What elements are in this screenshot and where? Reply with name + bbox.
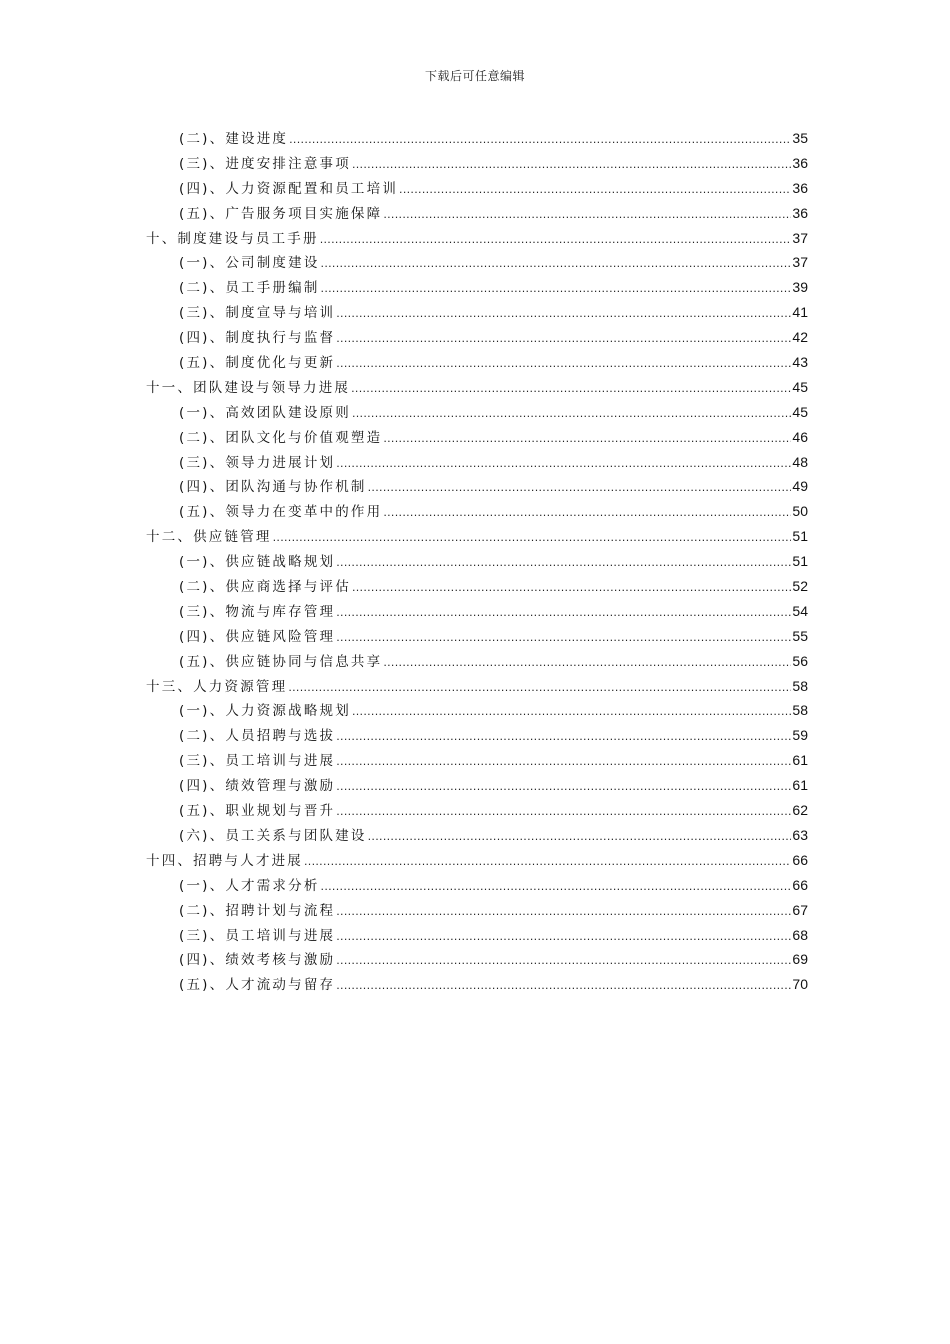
toc-entry-page-number: 66 <box>792 851 808 868</box>
toc-entry-page-number: 46 <box>792 428 808 445</box>
toc-entry-page-number: 48 <box>792 453 808 470</box>
toc-entry-title: (四)、制度执行与监督 <box>179 330 336 347</box>
toc-dot-leader <box>320 228 792 253</box>
toc-dot-leader <box>383 651 791 676</box>
toc-dot-leader <box>336 750 791 775</box>
toc-entry[interactable] <box>146 773 808 798</box>
toc-entry[interactable] <box>146 748 808 773</box>
toc-entry-title: (四)、绩效考核与激励 <box>179 952 336 969</box>
toc-dot-leader <box>336 800 791 825</box>
toc-entry-title: (二)、团队文化与价值观塑造 <box>179 429 383 446</box>
toc-entry-title: (三)、员工培训与进展 <box>179 927 336 944</box>
toc-entry-title: (一)、人才需求分析 <box>179 877 320 894</box>
toc-entry-title: 十四、招聘与人才进展 <box>146 852 303 869</box>
toc-entry-page-number: 55 <box>792 627 808 644</box>
toc-entry[interactable] <box>146 350 808 375</box>
toc-entry[interactable] <box>146 275 808 300</box>
toc-entry[interactable] <box>146 798 808 823</box>
toc-dot-leader <box>288 676 791 701</box>
toc-dot-leader <box>383 427 791 452</box>
toc-entry-title: (四)、供应链风险管理 <box>179 628 336 645</box>
toc-entry-page-number: 49 <box>792 478 808 495</box>
toc-entry-page-number: 69 <box>792 951 808 968</box>
toc-dot-leader <box>304 850 791 875</box>
toc-dot-leader <box>383 501 791 526</box>
toc-entry-page-number: 42 <box>792 329 808 346</box>
toc-entry-title: (二)、供应商选择与评估 <box>179 579 351 596</box>
toc-entry-title: (三)、领导力进展计划 <box>179 454 336 471</box>
toc-entry[interactable] <box>146 823 808 848</box>
toc-dot-leader <box>352 153 791 178</box>
toc-dot-leader <box>352 700 791 725</box>
toc-dot-leader <box>336 775 791 800</box>
toc-dot-leader <box>336 900 791 925</box>
toc-entry-title: (二)、招聘计划与流程 <box>179 902 336 919</box>
toc-entry[interactable] <box>146 201 808 226</box>
toc-entry-page-number: 45 <box>792 403 808 420</box>
toc-dot-leader <box>399 178 791 203</box>
toc-entry-page-number: 39 <box>792 279 808 296</box>
toc-dot-leader <box>336 949 791 974</box>
toc-entry[interactable] <box>146 624 808 649</box>
toc-entry-page-number: 37 <box>792 229 808 246</box>
toc-entry-title: (四)、团队沟通与协作机制 <box>179 479 367 496</box>
toc-entry-title: 十二、供应链管理 <box>146 529 272 546</box>
toc-entry-title: (三)、进度安排注意事项 <box>179 155 351 172</box>
toc-entry-title: (五)、广告服务项目实施保障 <box>179 205 383 222</box>
toc-entry-page-number: 35 <box>792 130 808 146</box>
toc-entry-page-number: 59 <box>792 727 808 744</box>
toc-entry-page-number: 52 <box>792 578 808 595</box>
toc-entry[interactable] <box>146 450 808 475</box>
toc-dot-leader <box>321 252 792 277</box>
toc-entry-page-number: 70 <box>792 976 808 993</box>
toc-dot-leader <box>321 875 792 900</box>
toc-entry-title: (四)、绩效管理与激励 <box>179 778 336 795</box>
toc-entry-page-number: 50 <box>792 503 808 520</box>
toc-entry-title: (一)、供应链战略规划 <box>179 554 336 571</box>
toc-entry-title: (三)、员工培训与进展 <box>179 753 336 770</box>
toc-dot-leader <box>336 925 791 950</box>
toc-entry-page-number: 36 <box>792 154 808 171</box>
toc-entry-title: 十一、团队建设与领导力进展 <box>146 379 351 396</box>
toc-entry-page-number: 51 <box>792 528 808 545</box>
toc-entry-page-number: 58 <box>792 702 808 719</box>
toc-entry-page-number: 58 <box>792 677 808 694</box>
toc-entry-title: 十、制度建设与员工手册 <box>146 230 319 247</box>
toc-entry-page-number: 62 <box>792 802 808 819</box>
toc-entry[interactable] <box>146 848 808 873</box>
toc-dot-leader <box>336 626 791 651</box>
toc-dot-leader <box>336 327 791 352</box>
toc-entry[interactable] <box>146 972 808 997</box>
toc-dot-leader <box>336 302 791 327</box>
toc-entry[interactable] <box>146 425 808 450</box>
toc-entry-title: (五)、职业规划与晋升 <box>179 803 336 820</box>
toc-entry-title: (六)、员工关系与团队建设 <box>179 827 367 844</box>
toc-entry[interactable] <box>146 947 808 972</box>
toc-dot-leader <box>273 526 792 551</box>
toc-entry-page-number: 67 <box>792 901 808 918</box>
toc-entry-title: 十三、人力资源管理 <box>146 678 288 695</box>
toc-entry-page-number: 54 <box>792 602 808 619</box>
toc-entry-title: (一)、公司制度建设 <box>179 255 320 272</box>
toc-entry-title: (三)、物流与库存管理 <box>179 603 336 620</box>
toc-entry-page-number: 61 <box>792 777 808 794</box>
toc-entry-page-number: 51 <box>792 553 808 570</box>
toc-dot-leader <box>352 402 791 427</box>
toc-entry-title: (五)、人才流动与留存 <box>179 977 336 994</box>
toc-entry-page-number: 63 <box>792 826 808 843</box>
page-header: 下载后可任意编辑 <box>424 69 525 83</box>
toc-dot-leader <box>336 452 791 477</box>
toc-entry-title: (一)、人力资源战略规划 <box>179 703 351 720</box>
toc-entry-page-number: 43 <box>792 354 808 371</box>
toc-entry-title: (一)、高效团队建设原则 <box>179 404 351 421</box>
toc-entry[interactable] <box>146 698 808 723</box>
toc-dot-leader <box>368 476 792 501</box>
toc-entry[interactable] <box>146 151 808 176</box>
toc-entry-title: (五)、领导力在变革中的作用 <box>179 504 383 521</box>
toc-entry[interactable] <box>146 474 808 499</box>
toc-dot-leader <box>336 725 791 750</box>
toc-dot-leader <box>351 377 791 402</box>
toc-entry[interactable] <box>146 898 808 923</box>
toc-entry-page-number: 37 <box>792 254 808 271</box>
toc-dot-leader <box>352 576 791 601</box>
toc-entry-title: (四)、人力资源配置和员工培训 <box>179 180 399 197</box>
toc-dot-leader <box>289 128 791 153</box>
toc-entry[interactable] <box>146 300 808 325</box>
toc-dot-leader <box>321 277 792 302</box>
toc-entry[interactable] <box>146 524 808 549</box>
toc-entry[interactable] <box>146 674 808 699</box>
toc-dot-leader <box>383 203 791 228</box>
toc-entry-title: (二)、建设进度 <box>179 131 289 147</box>
toc-entry[interactable] <box>146 723 808 748</box>
toc-entry[interactable] <box>146 549 808 574</box>
toc-entry-title: (三)、制度宣导与培训 <box>179 305 336 322</box>
toc-entry[interactable] <box>146 649 808 674</box>
toc-entry[interactable] <box>146 375 808 400</box>
toc-entry-page-number: 68 <box>792 926 808 943</box>
toc-entry-title: (五)、供应链协同与信息共享 <box>179 653 383 670</box>
toc-entry[interactable] <box>146 226 808 251</box>
toc-entry-page-number: 61 <box>792 752 808 769</box>
toc-entry-page-number: 66 <box>792 876 808 893</box>
table-of-contents <box>146 126 808 997</box>
toc-entry-page-number: 41 <box>792 304 808 321</box>
toc-entry[interactable] <box>146 923 808 948</box>
toc-dot-leader <box>336 352 791 377</box>
toc-entry[interactable] <box>146 325 808 350</box>
toc-dot-leader <box>368 825 792 850</box>
toc-entry[interactable] <box>146 126 808 151</box>
toc-entry[interactable] <box>146 250 808 275</box>
toc-entry[interactable] <box>146 499 808 524</box>
toc-dot-leader <box>336 974 791 999</box>
toc-dot-leader <box>336 551 791 576</box>
toc-entry[interactable] <box>146 400 808 425</box>
toc-entry[interactable] <box>146 574 808 599</box>
toc-entry-title: (二)、员工手册编制 <box>179 280 320 297</box>
toc-entry-title: (五)、制度优化与更新 <box>179 355 336 372</box>
toc-entry[interactable] <box>146 599 808 624</box>
toc-entry-title: (二)、人员招聘与选拔 <box>179 728 336 745</box>
toc-entry[interactable] <box>146 873 808 898</box>
toc-entry-page-number: 45 <box>792 378 808 395</box>
toc-entry-page-number: 36 <box>792 179 808 196</box>
toc-dot-leader <box>336 601 791 626</box>
toc-entry-page-number: 56 <box>792 652 808 669</box>
toc-entry[interactable] <box>146 176 808 201</box>
toc-entry-page-number: 36 <box>792 204 808 221</box>
